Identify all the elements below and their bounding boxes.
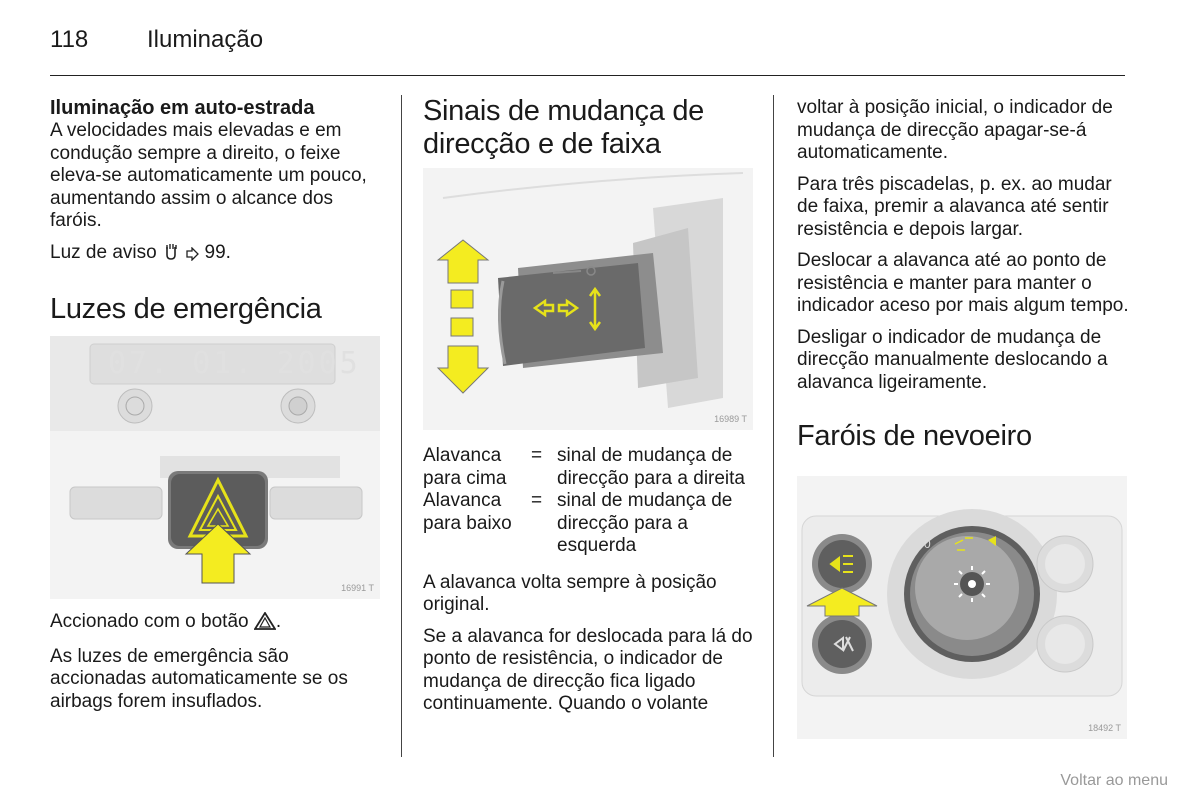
turn-signal-stalk-figure <box>423 168 753 430</box>
hazard-switch-figure <box>50 336 380 599</box>
definition-text: sinal de mudança de direcção para a esquerda <box>557 490 733 556</box>
definition-row-up <box>423 445 763 490</box>
column-2 <box>423 95 758 161</box>
page-number: 118 <box>50 26 89 53</box>
high-beam-assist-icon <box>162 243 180 268</box>
indicator-off-text: voltar à posição inicial, o indicador de mudança de direcção apagar-se-á automaticamente. <box>797 97 1113 163</box>
highway-heading: Iluminação em auto-estrada <box>50 97 315 119</box>
page-title: Iluminação <box>147 26 264 53</box>
fog-light-switch-figure <box>797 476 1127 739</box>
definition-row-down <box>423 490 763 558</box>
dial-zero-label: 0 <box>924 537 931 551</box>
figure-code: 16991 T <box>341 583 374 593</box>
warning-light-line <box>50 242 385 268</box>
column-1-lower <box>50 611 385 722</box>
auto-activation-text: As luzes de emergência são accionadas automaticamente se os airbags forem insuflados. <box>50 645 348 712</box>
three-flash-text: Para três piscadelas, p. ex. ao mudar de faixa, premir a alavanca até sentir resistência e depois largar. <box>797 173 1112 240</box>
definition-text: sinal de mudança de direcção para a direita <box>557 445 745 489</box>
column-2-lower <box>423 445 763 725</box>
back-to-menu-link[interactable]: Voltar ao menu <box>1060 772 1168 789</box>
lever-definition-table <box>423 445 763 558</box>
definition-eq: = <box>531 445 543 466</box>
page-reference-icon <box>185 245 199 268</box>
warning-light-ref: 99. <box>204 241 231 263</box>
definition-eq: = <box>531 490 543 511</box>
turn-signal-heading-line2: direcção e de faixa <box>423 128 661 160</box>
emergency-heading: Luzes de emergência <box>50 293 322 325</box>
column-3 <box>797 97 1132 453</box>
header-rule <box>50 75 1125 76</box>
clock-display-text: 07. 01. 2005 <box>108 346 361 381</box>
turn-signal-heading <box>423 95 758 161</box>
column-divider-1 <box>401 95 402 757</box>
activated-text: Accionado com o botão <box>50 611 249 632</box>
manual-off-text: Desligar o indicador de mudança de direcção manualmente deslocando a alavanca ligeiramente. <box>797 326 1108 393</box>
turn-signal-heading-line1: Sinais de mudança de <box>423 95 704 127</box>
warning-light-prefix: Luz de aviso <box>50 241 157 263</box>
column-1 <box>50 97 385 326</box>
activated-line: Accionado com o botão . <box>50 611 385 637</box>
definition-term: Alavanca para baixo <box>423 490 512 534</box>
lever-returns-text: A alavanca volta sempre à posição original. <box>423 571 717 615</box>
definition-term: Alavanca para cima <box>423 445 507 489</box>
column-divider-2 <box>773 95 774 757</box>
hazard-warning-icon <box>254 612 276 637</box>
lever-resistance-text: Se a alavanca for deslocada para lá do ponto de resistência, o indicador de mudança de direcção fica ligado continuamente. Quando o volante <box>423 625 753 714</box>
figure-code: 16989 T <box>714 414 747 424</box>
fog-lights-heading: Faróis de nevoeiro <box>797 420 1032 452</box>
highway-text: A velocidades mais elevadas e em condução sempre a direito, o feixe eleva-se automaticamente um pouco, aumentando assim o alcance dos faróis. <box>50 120 367 231</box>
figure-code: 18492 T <box>1088 723 1121 733</box>
hold-indicator-text: Deslocar a alavanca até ao ponto de resistência e manter para manter o indicador aceso por mais algum tempo. <box>797 250 1129 316</box>
